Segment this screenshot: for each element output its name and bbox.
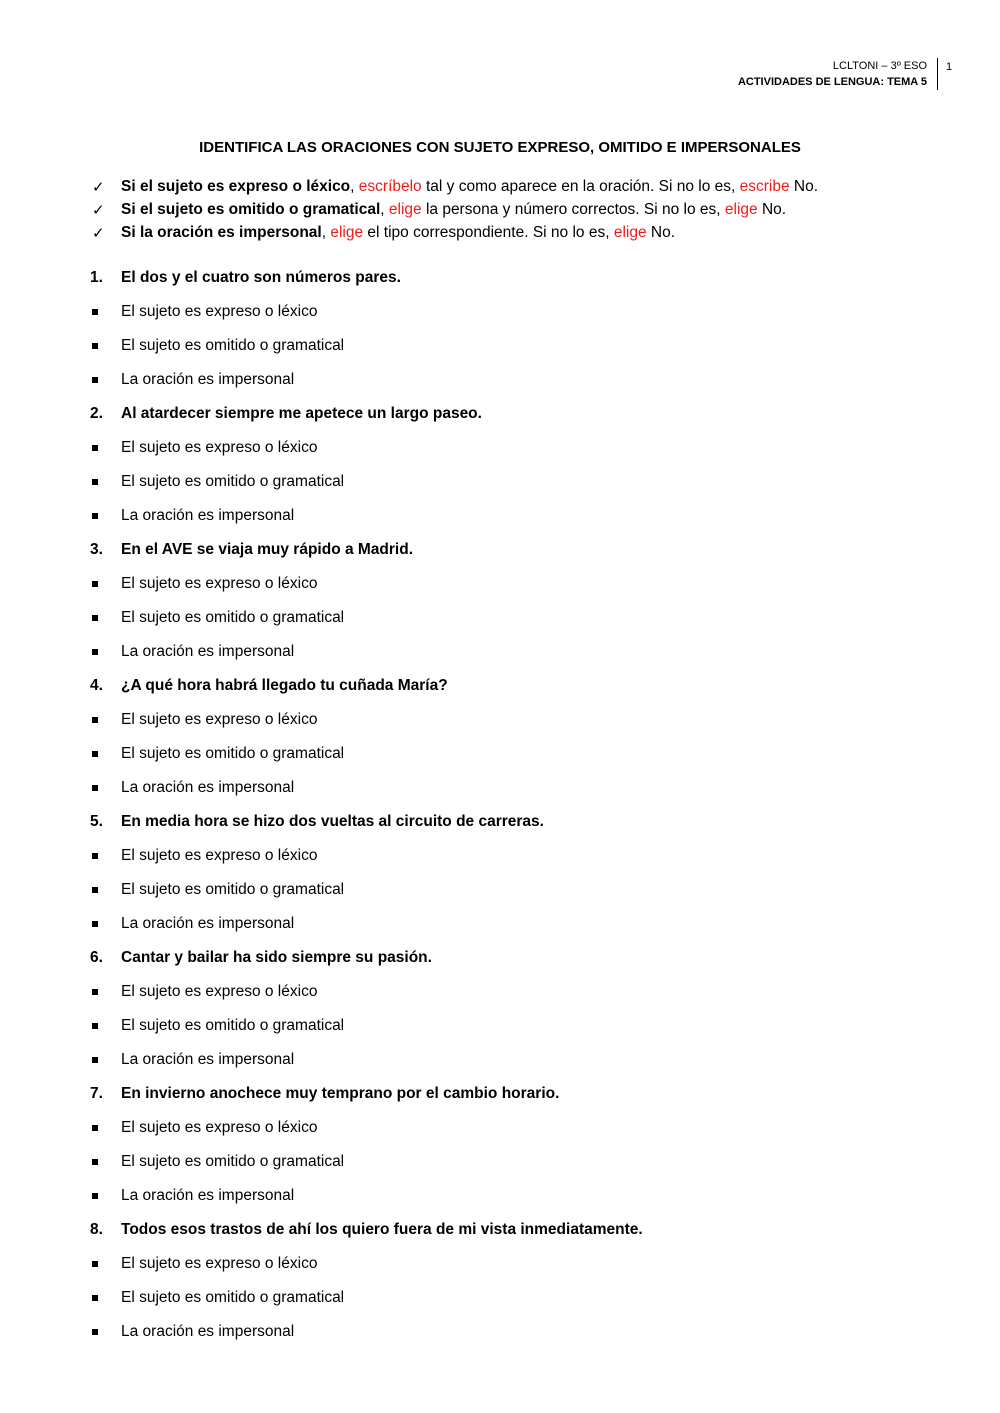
question-number: 8. bbox=[90, 1221, 103, 1238]
instruction-item bbox=[92, 200, 952, 223]
instruction-text: Si el sujeto es omitido o gramatical, elige la persona y número correctos. Si no lo es, elige No. bbox=[121, 201, 787, 218]
square-bullet-icon bbox=[92, 717, 98, 723]
square-bullet-icon bbox=[92, 479, 98, 485]
question-number: 3. bbox=[90, 541, 103, 558]
option-expreso[interactable]: El sujeto es expreso o léxico bbox=[90, 301, 950, 335]
option-expreso[interactable]: El sujeto es expreso o léxico bbox=[90, 709, 950, 743]
page-title: IDENTIFICA LAS ORACIONES CON SUJETO EXPRESO, OMITIDO E IMPERSONALES bbox=[199, 139, 801, 156]
square-bullet-icon bbox=[92, 1193, 98, 1199]
instruction-item bbox=[92, 177, 952, 200]
square-bullet-icon bbox=[92, 513, 98, 519]
option-impersonal[interactable]: La oración es impersonal bbox=[90, 913, 950, 947]
square-bullet-icon bbox=[92, 921, 98, 927]
question-number: 7. bbox=[90, 1085, 103, 1102]
square-bullet-icon bbox=[92, 581, 98, 587]
option-expreso[interactable]: El sujeto es expreso o léxico bbox=[90, 437, 950, 471]
question-text: El dos y el cuatro son números pares. bbox=[121, 269, 401, 286]
option-expreso[interactable]: El sujeto es expreso o léxico bbox=[90, 1253, 950, 1287]
question-text: En el AVE se viaja muy rápido a Madrid. bbox=[121, 541, 414, 558]
question-number: 2. bbox=[90, 405, 103, 422]
option-expreso[interactable]: El sujeto es expreso o léxico bbox=[90, 981, 950, 1015]
option-expreso[interactable]: El sujeto es expreso o léxico bbox=[90, 573, 950, 607]
option-omitido[interactable]: El sujeto es omitido o gramatical bbox=[90, 1015, 950, 1049]
question-title bbox=[90, 811, 950, 845]
square-bullet-icon bbox=[92, 1159, 98, 1165]
option-omitido[interactable]: El sujeto es omitido o gramatical bbox=[90, 607, 950, 641]
question-text: Al atardecer siempre me apetece un largo paseo. bbox=[121, 405, 482, 422]
instructions-list bbox=[92, 177, 952, 246]
option-impersonal[interactable]: La oración es impersonal bbox=[90, 369, 950, 403]
question-title bbox=[90, 1219, 950, 1253]
square-bullet-icon bbox=[92, 649, 98, 655]
square-bullet-icon bbox=[92, 615, 98, 621]
option-impersonal[interactable]: La oración es impersonal bbox=[90, 641, 950, 675]
instruction-text: Si el sujeto es expreso o léxico, escríbelo tal y como aparece en la oración. Si no lo es, escribe No. bbox=[121, 178, 819, 195]
question-number: 5. bbox=[90, 813, 103, 830]
option-omitido[interactable]: El sujeto es omitido o gramatical bbox=[90, 1287, 950, 1321]
option-omitido[interactable]: El sujeto es omitido o gramatical bbox=[90, 1151, 950, 1185]
square-bullet-icon bbox=[92, 1261, 98, 1267]
question-title bbox=[90, 947, 950, 981]
question-text: Cantar y bailar ha sido siempre su pasión. bbox=[121, 949, 432, 966]
option-omitido[interactable]: El sujeto es omitido o gramatical bbox=[90, 471, 950, 505]
question-title bbox=[90, 539, 950, 573]
square-bullet-icon bbox=[92, 445, 98, 451]
option-impersonal[interactable]: La oración es impersonal bbox=[90, 1321, 950, 1355]
square-bullet-icon bbox=[92, 1125, 98, 1131]
option-omitido[interactable]: El sujeto es omitido o gramatical bbox=[90, 335, 950, 369]
page-number: 1 bbox=[946, 61, 953, 73]
question-text: Todos esos trastos de ahí los quiero fuera de mi vista inmediatamente. bbox=[121, 1221, 643, 1238]
instruction-item bbox=[92, 223, 952, 246]
option-expreso[interactable]: El sujeto es expreso o léxico bbox=[90, 845, 950, 879]
question-title bbox=[90, 403, 950, 437]
option-omitido[interactable]: El sujeto es omitido o gramatical bbox=[90, 743, 950, 777]
checkmark-icon: ✓ bbox=[92, 224, 105, 242]
option-omitido[interactable]: El sujeto es omitido o gramatical bbox=[90, 879, 950, 913]
instruction-text: Si la oración es impersonal, elige el tipo correspondiente. Si no lo es, elige No. bbox=[121, 224, 676, 241]
square-bullet-icon bbox=[92, 887, 98, 893]
header-course: LCLTONI – 3º ESO bbox=[832, 60, 927, 72]
square-bullet-icon bbox=[92, 785, 98, 791]
option-impersonal[interactable]: La oración es impersonal bbox=[90, 1185, 950, 1219]
checkmark-icon: ✓ bbox=[92, 178, 105, 196]
square-bullet-icon bbox=[92, 1295, 98, 1301]
question-title bbox=[90, 675, 950, 709]
option-impersonal[interactable]: La oración es impersonal bbox=[90, 777, 950, 811]
square-bullet-icon bbox=[92, 1329, 98, 1335]
questions-list bbox=[90, 267, 950, 1355]
square-bullet-icon bbox=[92, 989, 98, 995]
question-number: 1. bbox=[90, 269, 103, 286]
question-text: ¿A qué hora habrá llegado tu cuñada María? bbox=[121, 677, 448, 694]
square-bullet-icon bbox=[92, 377, 98, 383]
square-bullet-icon bbox=[92, 751, 98, 757]
option-impersonal[interactable]: La oración es impersonal bbox=[90, 1049, 950, 1083]
square-bullet-icon bbox=[92, 1057, 98, 1063]
question-title bbox=[90, 267, 950, 301]
square-bullet-icon bbox=[92, 853, 98, 859]
question-number: 6. bbox=[90, 949, 103, 966]
question-text: En media hora se hizo dos vueltas al circuito de carreras. bbox=[121, 813, 544, 830]
header-activity-title: ACTIVIDADES DE LENGUA: TEMA 5 bbox=[737, 76, 927, 88]
square-bullet-icon bbox=[92, 343, 98, 349]
checkmark-icon: ✓ bbox=[92, 201, 105, 219]
option-impersonal[interactable]: La oración es impersonal bbox=[90, 505, 950, 539]
question-number: 4. bbox=[90, 677, 103, 694]
square-bullet-icon bbox=[92, 1023, 98, 1029]
option-expreso[interactable]: El sujeto es expreso o léxico bbox=[90, 1117, 950, 1151]
question-text: En invierno anochece muy temprano por el cambio horario. bbox=[121, 1085, 560, 1102]
square-bullet-icon bbox=[92, 309, 98, 315]
page-header bbox=[738, 58, 938, 90]
question-title bbox=[90, 1083, 950, 1117]
